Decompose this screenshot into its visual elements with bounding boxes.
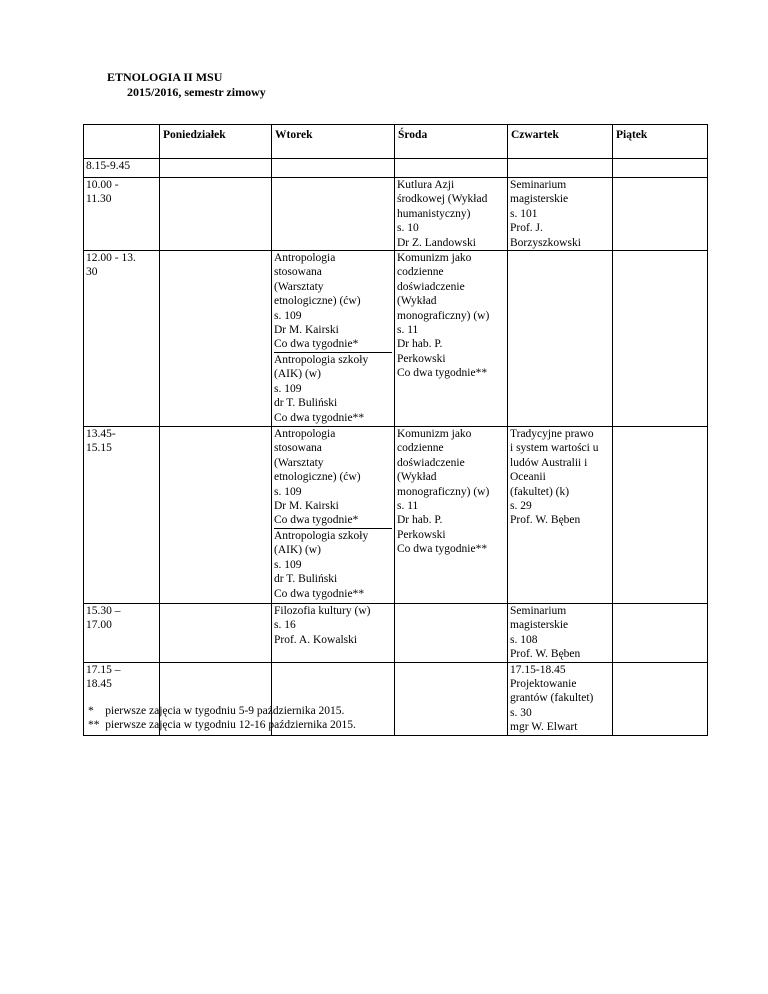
- header-row: [84, 125, 708, 159]
- time-cell: 8.15-9.45: [84, 159, 160, 178]
- time-cell: 13.45- 15.15: [84, 427, 160, 604]
- time-cell: 10.00 - 11.30: [84, 178, 160, 251]
- class-cell: Komunizm jako codzienne doświadczenie (Wykład monograficzny) (w) s. 11 Dr hab. P. Perkowski Co dwa tygodnie**: [395, 427, 508, 604]
- footnote: * pierwsze zajęcia w tygodniu 5-9 października 2015.: [88, 705, 345, 717]
- empty-cell: [395, 662, 508, 735]
- day-header-friday: Piątek: [613, 125, 708, 159]
- table-row: [84, 604, 708, 663]
- time-cell: 15.30 – 17.00: [84, 604, 160, 663]
- empty-cell: [613, 178, 708, 251]
- empty-cell: [508, 159, 613, 178]
- class-entry: Antropologia szkoły (AIK) (w) s. 109 dr T. Buliński Co dwa tygodnie**: [274, 352, 392, 425]
- day-header-wednesday: Środa: [395, 125, 508, 159]
- table-row: [84, 178, 708, 251]
- table-row: [84, 427, 708, 604]
- day-header-monday: Poniedziałek: [160, 125, 272, 159]
- empty-cell: [613, 604, 708, 663]
- footnotes: [88, 704, 356, 732]
- time-cell: 12.00 - 13. 30: [84, 251, 160, 427]
- title-line: ETNOLOGIA II MSU: [107, 70, 223, 84]
- empty-cell: [508, 251, 613, 427]
- class-entry: Antropologia stosowana (Warsztaty etnologiczne) (ćw) s. 109 Dr M. Kairski Co dwa tygodnie*: [274, 252, 361, 351]
- day-header-thursday: Czwartek: [508, 125, 613, 159]
- corner-cell: [84, 125, 160, 159]
- table-row: [84, 159, 708, 178]
- empty-cell: [160, 251, 272, 427]
- class-cell: Kutlura Azji środkowej (Wykład humanistyczny) s. 10 Dr Z. Landowski: [395, 178, 508, 251]
- empty-cell: [272, 159, 395, 178]
- table-row: [84, 251, 708, 427]
- empty-cell: [395, 159, 508, 178]
- empty-cell: [160, 178, 272, 251]
- empty-cell: [160, 427, 272, 604]
- class-cell: [272, 427, 395, 604]
- class-cell: Filozofia kultury (w) s. 16 Prof. A. Kowalski: [272, 604, 395, 663]
- empty-cell: [613, 159, 708, 178]
- empty-cell: [613, 251, 708, 427]
- class-entry: Antropologia szkoły (AIK) (w) s. 109 dr T. Buliński Co dwa tygodnie**: [274, 528, 392, 601]
- class-cell: Seminarium magisterskie s. 101 Prof. J. Borzyszkowski: [508, 178, 613, 251]
- class-cell: [272, 251, 395, 427]
- day-header-tuesday: Wtorek: [272, 125, 395, 159]
- footnote: ** pierwsze zajęcia w tygodniu 12-16 października 2015.: [88, 719, 356, 731]
- empty-cell: [160, 159, 272, 178]
- class-cell: Komunizm jako codzienne doświadczenie (Wykład monograficzny) (w) s. 11 Dr hab. P. Perkowski Co dwa tygodnie**: [395, 251, 508, 427]
- class-cell: 17.15-18.45 Projektowanie grantów (fakultet) s. 30 mgr W. Elwart: [508, 662, 613, 735]
- empty-cell: [160, 604, 272, 663]
- subtitle-line: 2015/2016, semestr zimowy: [127, 85, 266, 99]
- schedule-table: [83, 124, 708, 736]
- empty-cell: [272, 178, 395, 251]
- empty-cell: [613, 662, 708, 735]
- empty-cell: [613, 427, 708, 604]
- class-cell: Seminarium magisterskie s. 108 Prof. W. Bęben: [508, 604, 613, 663]
- class-entry: Antropologia stosowana (Warsztaty etnologiczne) (ćw) s. 109 Dr M. Kairski Co dwa tygodnie*: [274, 428, 361, 527]
- document-title: [107, 70, 266, 100]
- class-cell: Tradycyjne prawo i system wartości u ludów Australii i Oceanii (fakultet) (k) s. 29 Prof. W. Bęben: [508, 427, 613, 604]
- empty-cell: [395, 604, 508, 663]
- time-cell: 17.15 – 18.45: [84, 662, 160, 735]
